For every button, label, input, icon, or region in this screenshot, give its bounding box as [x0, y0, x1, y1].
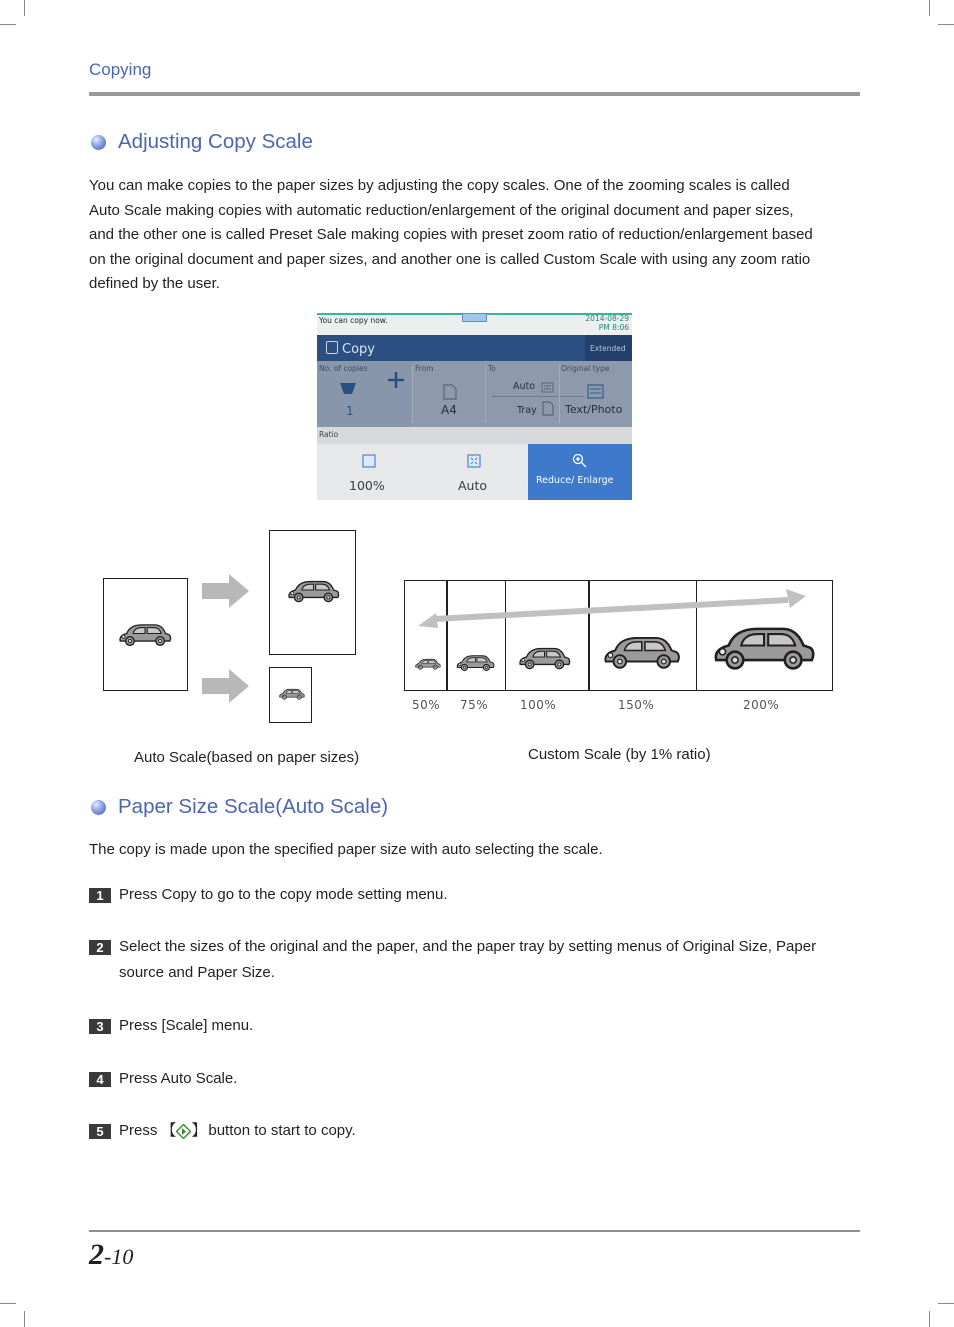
reduce-enlarge-label: Reduce/ Enlarge — [536, 475, 614, 486]
car-image — [414, 656, 441, 671]
heading-text: Paper Size Scale(Auto Scale) — [118, 795, 389, 818]
car-image — [117, 619, 172, 648]
step-number: 1 — [89, 888, 111, 903]
step-text: Press [Scale] menu. — [119, 1017, 254, 1034]
from-label: From — [415, 364, 434, 373]
crop-mark — [0, 1303, 16, 1304]
page-suffix: -10 — [104, 1244, 134, 1269]
page-number — [89, 1238, 133, 1272]
crop-mark — [0, 24, 16, 25]
chapter-number: 2 — [89, 1238, 104, 1271]
zoom-icon — [572, 453, 587, 468]
square-icon — [362, 454, 376, 468]
step-text-before: Press — [119, 1122, 158, 1139]
bracket-left: 【 — [161, 1122, 177, 1139]
scale-label-50: 50% — [412, 698, 441, 712]
original-type-value: Text/Photo — [565, 403, 623, 416]
step-number: 3 — [89, 1019, 111, 1034]
step-text: source and Paper Size. — [119, 964, 275, 981]
intro-line: on the original document and paper sizes, and another one is called Custom Scale with using any zoom ratio — [89, 250, 811, 268]
auto-scale-caption: Auto Scale(based on paper sizes) — [134, 749, 360, 766]
to-auto[interactable]: Auto — [513, 381, 536, 392]
intro-line: You can make copies to the paper sizes by adjusting the copy scales. One of the zooming scales is called — [89, 177, 790, 194]
scale-label-100: 100% — [520, 698, 557, 712]
step-text: Press Auto Scale. — [119, 1070, 238, 1087]
intro-line: Auto Scale making copies with automatic reduction/enlargement of the original document and paper sizes, — [89, 201, 794, 219]
crop-mark — [929, 1311, 930, 1327]
copies-value: 1 — [346, 404, 354, 418]
page-icon — [442, 384, 458, 400]
scale-label-75: 75% — [460, 698, 489, 712]
custom-scale-caption: Custom Scale (by 1% ratio) — [528, 746, 711, 763]
page-icon — [542, 401, 554, 416]
footer-rule — [89, 1230, 860, 1232]
step-3 — [89, 1018, 859, 1039]
car-image — [517, 643, 571, 671]
divider — [492, 396, 584, 397]
heading-adjusting-copy-scale — [91, 130, 313, 154]
scale-label-150: 150% — [618, 698, 655, 712]
divider — [559, 365, 560, 423]
divider — [412, 365, 413, 423]
car-image — [286, 576, 340, 604]
bullet-icon — [91, 135, 106, 150]
crop-mark — [938, 1303, 954, 1304]
bullet-icon — [91, 800, 106, 815]
intro-paragraph — [89, 174, 861, 297]
copy-screen — [317, 313, 632, 500]
divider — [485, 365, 486, 423]
to-label: To — [488, 364, 496, 373]
tray-icon — [541, 382, 554, 393]
step-number: 5 — [89, 1124, 111, 1139]
extended-label: Extended — [590, 344, 626, 353]
copies-label: No. of copies — [319, 364, 368, 373]
step-text: Select the sizes of the original and the paper, and the paper tray by setting menus of Original Size, Paper — [119, 938, 817, 955]
arrow-right-icon — [202, 574, 249, 608]
copies-stack-icon — [339, 381, 357, 395]
intro-line: defined by the user. — [89, 275, 220, 293]
start-button-icon — [176, 1124, 191, 1139]
plus-icon[interactable] — [387, 371, 405, 389]
scale-label-200: 200% — [743, 698, 780, 712]
step-text: Press Copy to go to the copy mode setting menu. — [119, 886, 448, 903]
bracket-right: 】 — [191, 1122, 207, 1139]
status-tab-handle[interactable] — [462, 313, 487, 322]
ratio-label: Ratio — [319, 430, 339, 439]
heading-paper-size-scale — [91, 795, 388, 819]
step-text-after: button to start to copy. — [208, 1122, 356, 1139]
crop-mark — [24, 1311, 25, 1327]
step-1 — [89, 887, 859, 908]
status-message: You can copy now. — [319, 316, 388, 325]
to-tray[interactable]: Tray — [517, 405, 537, 416]
car-image — [278, 686, 305, 701]
ratio-bar — [317, 427, 632, 444]
status-time: PM 8:06 — [598, 323, 629, 332]
crop-mark — [929, 0, 930, 16]
section-label: Copying — [89, 60, 152, 79]
auto-scale-icon — [467, 454, 481, 468]
arrow-right-icon — [202, 669, 249, 703]
step-5 — [89, 1123, 859, 1144]
car-image — [601, 630, 681, 671]
heading-text: Adjusting Copy Scale — [118, 130, 313, 153]
screen-title: Copy — [342, 342, 375, 357]
auto-scale-paragraph: The copy is made upon the specified paper size with auto selecting the scale. — [89, 841, 603, 858]
step-2 — [89, 939, 859, 986]
crop-mark — [938, 24, 954, 25]
step-number: 2 — [89, 940, 111, 955]
ratio-100-label: 100% — [349, 478, 385, 493]
car-image — [710, 618, 816, 673]
ratio-auto-label: Auto — [458, 478, 488, 493]
car-image — [455, 652, 495, 672]
text-photo-icon — [587, 384, 604, 399]
crop-mark — [24, 0, 25, 16]
intro-line: and the other one is called Preset Sale making copies with preset zoom ratio of reduction/enlargement based — [89, 226, 813, 244]
original-type-label: Original type — [561, 364, 610, 373]
header-rule — [89, 92, 860, 96]
status-datetime — [585, 314, 629, 332]
status-date: 2014-08-29 — [585, 314, 629, 323]
copy-icon — [326, 341, 338, 354]
step-4 — [89, 1071, 859, 1092]
from-value: A4 — [441, 403, 457, 417]
step-number: 4 — [89, 1072, 111, 1087]
